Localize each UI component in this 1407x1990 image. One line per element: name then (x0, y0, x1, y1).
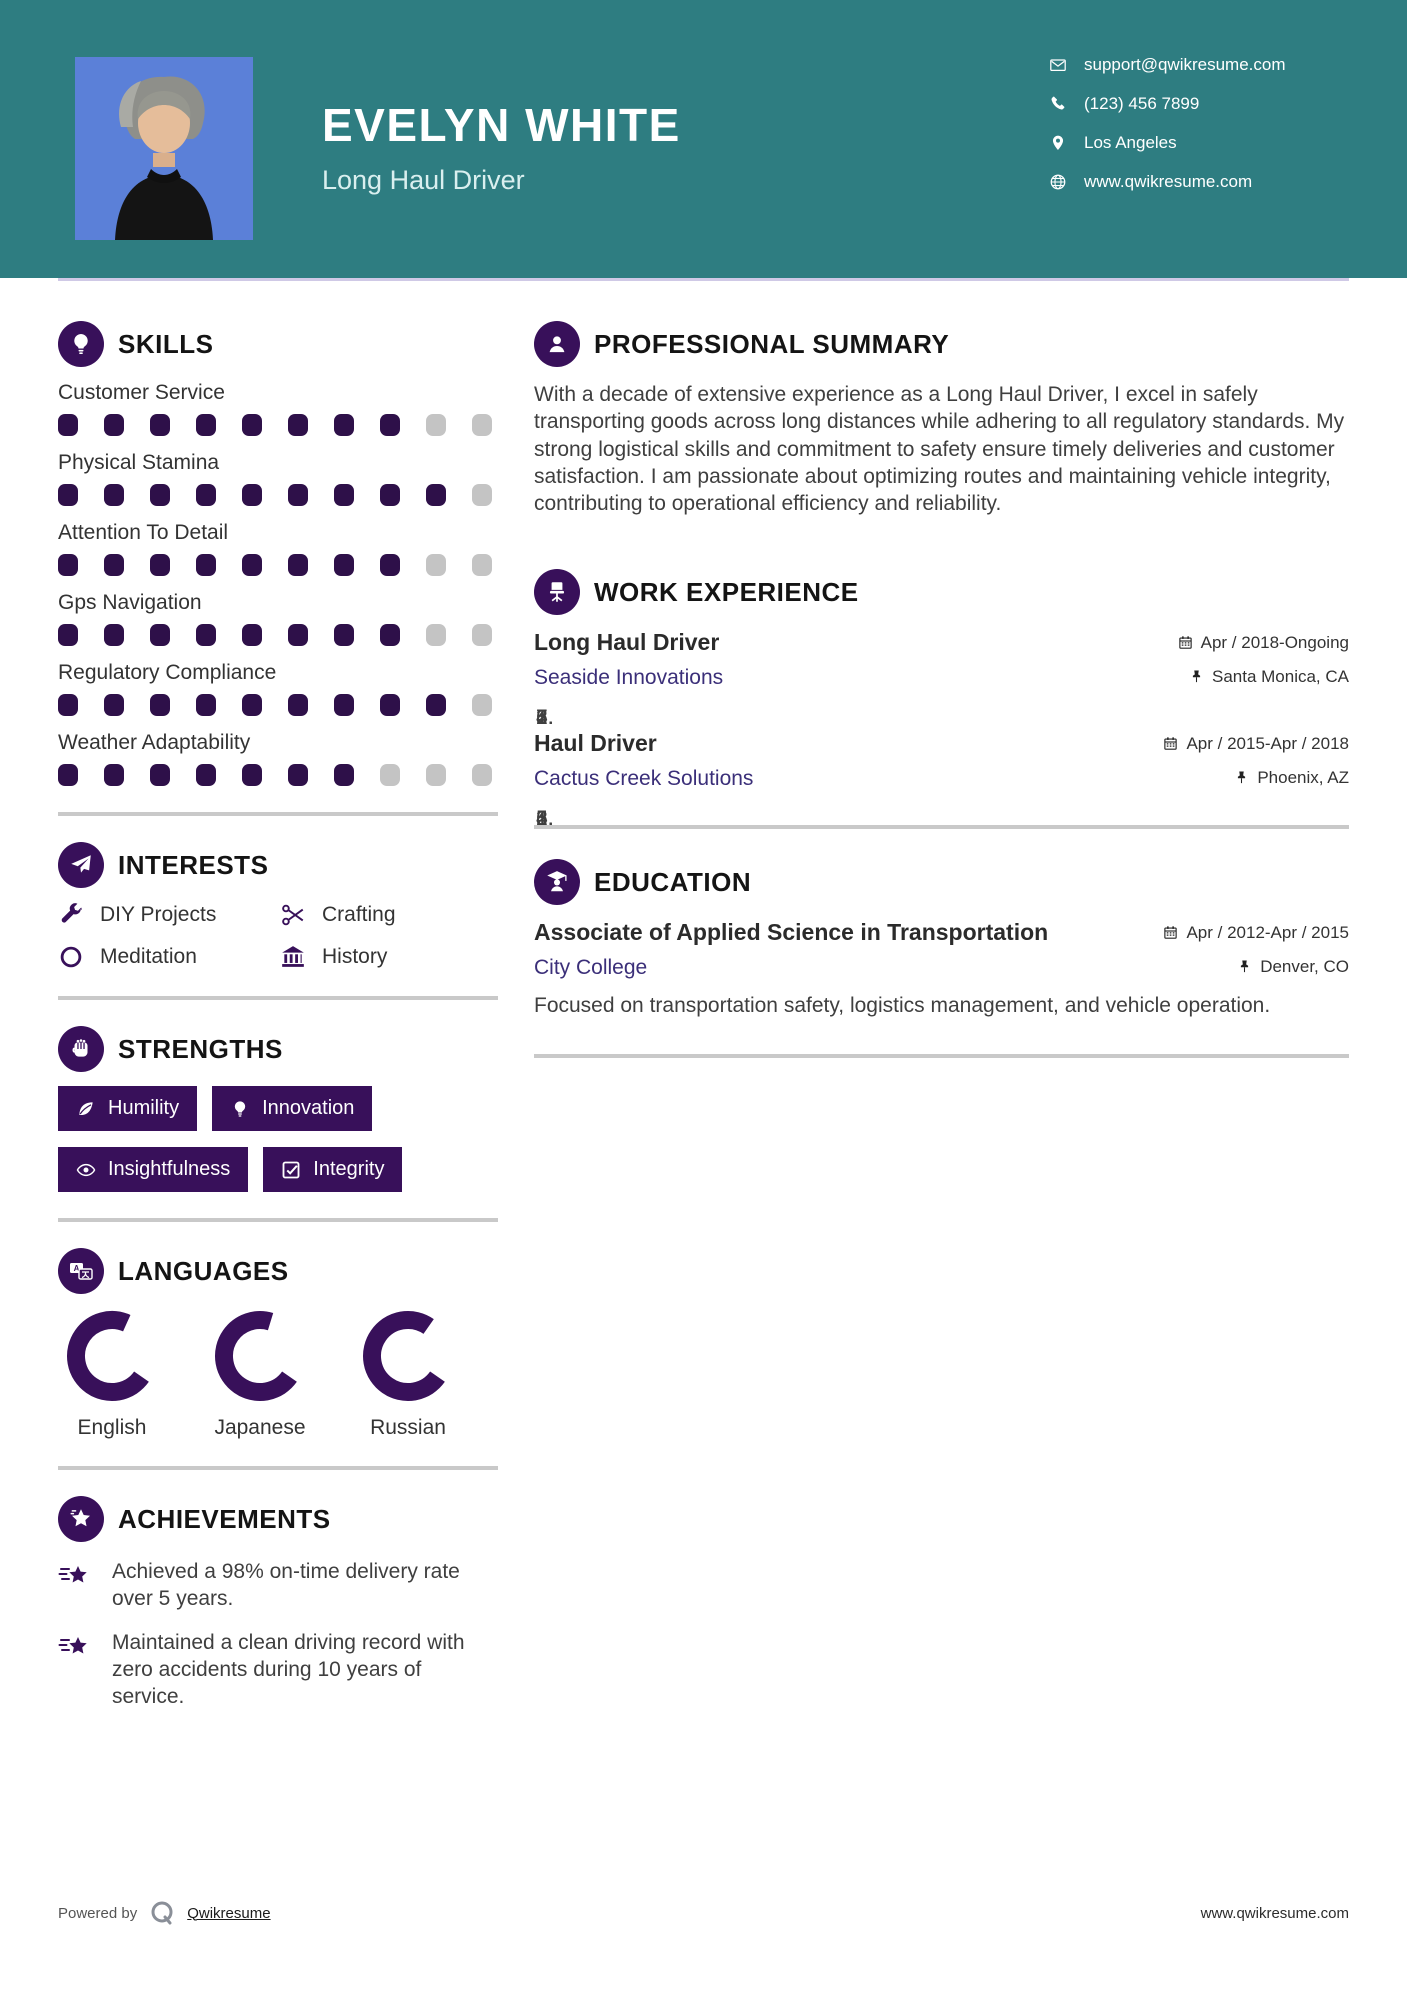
skill-rating-dots (58, 764, 498, 786)
skill-dot-filled (150, 624, 170, 646)
profile-photo-illustration (75, 57, 253, 240)
sidebar-divider (58, 996, 498, 1000)
strengths-section-title: STRENGTHS (118, 1033, 283, 1064)
skill-dot-filled (380, 554, 400, 576)
museum-icon (280, 944, 306, 970)
school-link[interactable]: City College (534, 956, 648, 980)
summary-section-title: PROFESSIONAL SUMMARY (594, 328, 950, 359)
header-band (0, 0, 1407, 278)
skill-dot-filled (150, 414, 170, 436)
lightbulb-icon (58, 321, 104, 367)
skill-dot-empty (472, 764, 492, 786)
skill-dot-empty (472, 694, 492, 716)
circle-icon (58, 944, 84, 970)
skill-dot-empty (426, 624, 446, 646)
shooting-star-icon (58, 1629, 96, 1711)
skill-dot-filled (58, 554, 78, 576)
main-column (534, 321, 1349, 1710)
job-title: Haul Driver (534, 730, 657, 757)
star-icon (58, 1496, 104, 1542)
contact-row[interactable] (1049, 55, 1349, 75)
interest-label: Crafting (322, 903, 396, 926)
svg-text:A: A (73, 1264, 80, 1273)
wrench-icon (58, 902, 84, 928)
skill-dot-filled (104, 484, 124, 506)
skill-item (58, 661, 498, 716)
skill-dot-filled (242, 484, 262, 506)
skill-dot-filled (334, 764, 354, 786)
fist-icon (58, 1026, 104, 1072)
skill-dot-filled (104, 554, 124, 576)
skills-section-header (58, 321, 498, 367)
work-section-header (534, 569, 1349, 615)
sidebar-divider (58, 1218, 498, 1222)
strength-label: Integrity (313, 1158, 385, 1180)
sidebar-column (58, 321, 498, 1710)
achievement-item (58, 1558, 498, 1613)
qwikresume-brand-link[interactable]: Qwikresume (187, 1904, 271, 1922)
skill-dot-filled (58, 624, 78, 646)
skill-dot-filled (334, 484, 354, 506)
location-icon (1049, 134, 1067, 152)
skill-dot-filled (150, 554, 170, 576)
skill-dot-empty (472, 624, 492, 646)
skill-dot-filled (196, 694, 216, 716)
interest-label: History (322, 945, 388, 968)
skill-item (58, 731, 498, 786)
skills-section-title: SKILLS (118, 328, 214, 359)
achievement-item (58, 1629, 498, 1711)
skill-dot-filled (58, 694, 78, 716)
skill-dot-filled (242, 624, 262, 646)
translate-icon (58, 1248, 104, 1294)
achievements-section-header (58, 1496, 498, 1542)
achievements-section-title: ACHIEVEMENTS (118, 1503, 331, 1534)
skill-dot-empty (426, 414, 446, 436)
achievement-text: Achieved a 98% on-time delivery rate over 5 years. (112, 1560, 460, 1611)
skill-rating-dots (58, 484, 498, 506)
checkbox-icon (281, 1160, 301, 1180)
language-item (66, 1310, 158, 1440)
person-title: Long Haul Driver (322, 164, 525, 195)
name-block (322, 100, 681, 196)
strength-label: Humility (108, 1097, 180, 1119)
paper-plane-icon (58, 842, 104, 888)
job-entry (534, 730, 1349, 791)
skill-label: Customer Service (58, 381, 225, 404)
work-section-title: WORK EXPERIENCE (594, 576, 859, 607)
summary-paragraph: With a decade of extensive experience as a Long Haul Driver, I excel in safely transporting goods across long distances while adhering to all regulatory standards. My strong logistical skills and commitment to safety ensure timely deliveries and customer satisfaction. I am passionate about optimizing routes and maintaining vehicle integrity, contributing to operational efficiency and reliability. (534, 383, 1345, 516)
contact-row[interactable] (1049, 172, 1349, 192)
skill-label: Physical Stamina (58, 451, 220, 474)
contact-text: www.qwikresume.com (1084, 172, 1253, 191)
calendar-icon (1163, 925, 1178, 940)
pushpin-icon (1237, 959, 1252, 974)
skill-dot-filled (196, 484, 216, 506)
leaf-icon (76, 1099, 96, 1119)
sidebar-divider (58, 812, 498, 816)
skill-dot-filled (196, 764, 216, 786)
scissors-icon (280, 902, 306, 928)
skill-dot-filled (196, 414, 216, 436)
skill-item (58, 521, 498, 576)
skill-dot-filled (104, 694, 124, 716)
footer-site-url[interactable]: www.qwikresume.com (1200, 1904, 1349, 1922)
company-link[interactable]: Cactus Creek Solutions (534, 767, 754, 791)
skill-label: Attention To Detail (58, 521, 229, 544)
job-title: Long Haul Driver (534, 629, 720, 656)
skill-dot-filled (150, 764, 170, 786)
skill-dot-filled (288, 694, 308, 716)
skill-dot-filled (380, 414, 400, 436)
skill-dot-filled (288, 624, 308, 646)
language-item (362, 1310, 454, 1440)
skill-dot-empty (426, 764, 446, 786)
language-proficiency-arc (66, 1310, 158, 1402)
strength-chip (58, 1086, 197, 1131)
skill-dot-filled (242, 694, 262, 716)
languages-section-header (58, 1248, 498, 1294)
job-location: Phoenix, AZ (1234, 768, 1349, 788)
strengths-list (58, 1086, 498, 1192)
job-entry (534, 629, 1349, 690)
languages-section-title: LANGUAGES (118, 1255, 289, 1286)
interest-item (280, 944, 498, 970)
pushpin-icon (1189, 669, 1204, 684)
job-dates: Apr / 2015-Apr / 2018 (1163, 734, 1349, 754)
eye-icon (76, 1160, 96, 1180)
interests-section-title: INTERESTS (118, 849, 269, 880)
skill-dot-filled (334, 624, 354, 646)
phone-icon (1049, 95, 1067, 113)
qwikresume-logo-icon (147, 1898, 177, 1928)
skill-item (58, 591, 498, 646)
skill-dot-filled (104, 764, 124, 786)
summary-section-header (534, 321, 1349, 367)
skill-dot-filled (288, 484, 308, 506)
skill-dot-filled (334, 694, 354, 716)
skill-rating-dots (58, 694, 498, 716)
skill-dot-filled (242, 554, 262, 576)
skill-dot-filled (196, 554, 216, 576)
skill-dot-filled (196, 624, 216, 646)
skill-dot-filled (150, 484, 170, 506)
skill-dot-filled (58, 764, 78, 786)
achievement-text: Maintained a clean driving record with zero accidents during 10 years of service. (112, 1630, 465, 1709)
skill-dot-empty (472, 554, 492, 576)
interests-list (58, 902, 498, 970)
interest-label: Meditation (100, 945, 197, 968)
job-dates: Apr / 2018-Ongoing (1178, 633, 1349, 653)
calendar-icon (1163, 736, 1178, 751)
skill-dot-filled (288, 414, 308, 436)
education-location: Denver, CO (1237, 957, 1349, 977)
contact-list (1049, 55, 1349, 192)
company-link[interactable]: Seaside Innovations (534, 666, 724, 690)
contact-text: support@qwikresume.com (1084, 55, 1286, 74)
sidebar-divider (58, 1466, 498, 1470)
education-section-header (534, 859, 1349, 905)
interest-item (58, 902, 280, 928)
education-section (534, 859, 1349, 1019)
office-chair-icon (534, 569, 580, 615)
skill-dot-filled (334, 554, 354, 576)
powered-by-block (58, 1898, 271, 1928)
strength-chip (58, 1147, 248, 1192)
achievements-list (58, 1558, 498, 1710)
language-item (214, 1310, 306, 1440)
skill-rating-dots (58, 414, 498, 436)
person-name: EVELYN WHITE (322, 99, 681, 151)
education-description: Focused on transportation safety, logistics management, and vehicle operation. (534, 994, 1271, 1018)
skill-dot-filled (288, 554, 308, 576)
profile-photo (75, 57, 253, 240)
graduate-icon (534, 859, 580, 905)
strength-label: Innovation (262, 1097, 355, 1119)
bulb-icon (230, 1099, 250, 1119)
contact-text: Los Angeles (1084, 133, 1177, 152)
skill-dot-filled (380, 624, 400, 646)
skill-label: Gps Navigation (58, 591, 202, 614)
interest-item (280, 902, 498, 928)
skill-dot-filled (380, 694, 400, 716)
skill-dot-empty (426, 554, 446, 576)
skill-dot-filled (58, 414, 78, 436)
language-proficiency-arc (362, 1310, 454, 1402)
language-label: English (77, 1416, 147, 1439)
skill-dot-filled (288, 764, 308, 786)
skill-dot-filled (150, 694, 170, 716)
interests-section-header (58, 842, 498, 888)
skill-dot-filled (426, 484, 446, 506)
skills-list (58, 381, 498, 786)
skill-dot-empty (472, 484, 492, 506)
contact-text: (123) 456 7899 (1084, 94, 1200, 113)
contact-row[interactable] (1049, 94, 1349, 114)
skill-dot-filled (380, 484, 400, 506)
education-dates: Apr / 2012-Apr / 2015 (1163, 923, 1349, 943)
skill-dot-filled (58, 484, 78, 506)
pushpin-icon (1234, 770, 1249, 785)
skill-dot-empty (380, 764, 400, 786)
skill-label: Regulatory Compliance (58, 661, 277, 684)
language-label: Russian (370, 1416, 446, 1439)
skill-dot-filled (426, 694, 446, 716)
skill-dot-filled (104, 624, 124, 646)
work-experience-section (534, 569, 1349, 791)
degree-title: Associate of Applied Science in Transportation (534, 919, 1049, 946)
skill-item (58, 451, 498, 506)
skill-dot-filled (104, 414, 124, 436)
skill-rating-dots (58, 554, 498, 576)
interest-label: DIY Projects (100, 903, 217, 926)
language-label: Japanese (214, 1416, 306, 1439)
education-section-title: EDUCATION (594, 866, 752, 897)
main-divider (534, 825, 1349, 829)
contact-row[interactable] (1049, 133, 1349, 153)
skill-item (58, 381, 498, 436)
skill-dot-filled (334, 414, 354, 436)
interest-item (58, 944, 280, 970)
shooting-star-icon (58, 1558, 96, 1613)
skill-dot-empty (472, 414, 492, 436)
strength-chip (212, 1086, 372, 1131)
strength-chip (263, 1147, 402, 1192)
job-location: Santa Monica, CA (1189, 667, 1349, 687)
globe-icon (1049, 173, 1067, 191)
strengths-section-header (58, 1026, 498, 1072)
languages-list (58, 1310, 498, 1440)
powered-by-text: Powered by (58, 1904, 138, 1922)
calendar-icon (1178, 635, 1193, 650)
envelope-icon (1049, 56, 1067, 74)
skill-label: Weather Adaptability (58, 731, 251, 754)
person-icon (534, 321, 580, 367)
main-divider (534, 1054, 1349, 1058)
skill-dot-filled (242, 414, 262, 436)
footer (58, 1898, 1349, 1928)
skill-rating-dots (58, 624, 498, 646)
strength-label: Insightfulness (108, 1158, 231, 1180)
content-columns (0, 281, 1407, 1710)
skill-dot-filled (242, 764, 262, 786)
language-proficiency-arc (214, 1310, 306, 1402)
